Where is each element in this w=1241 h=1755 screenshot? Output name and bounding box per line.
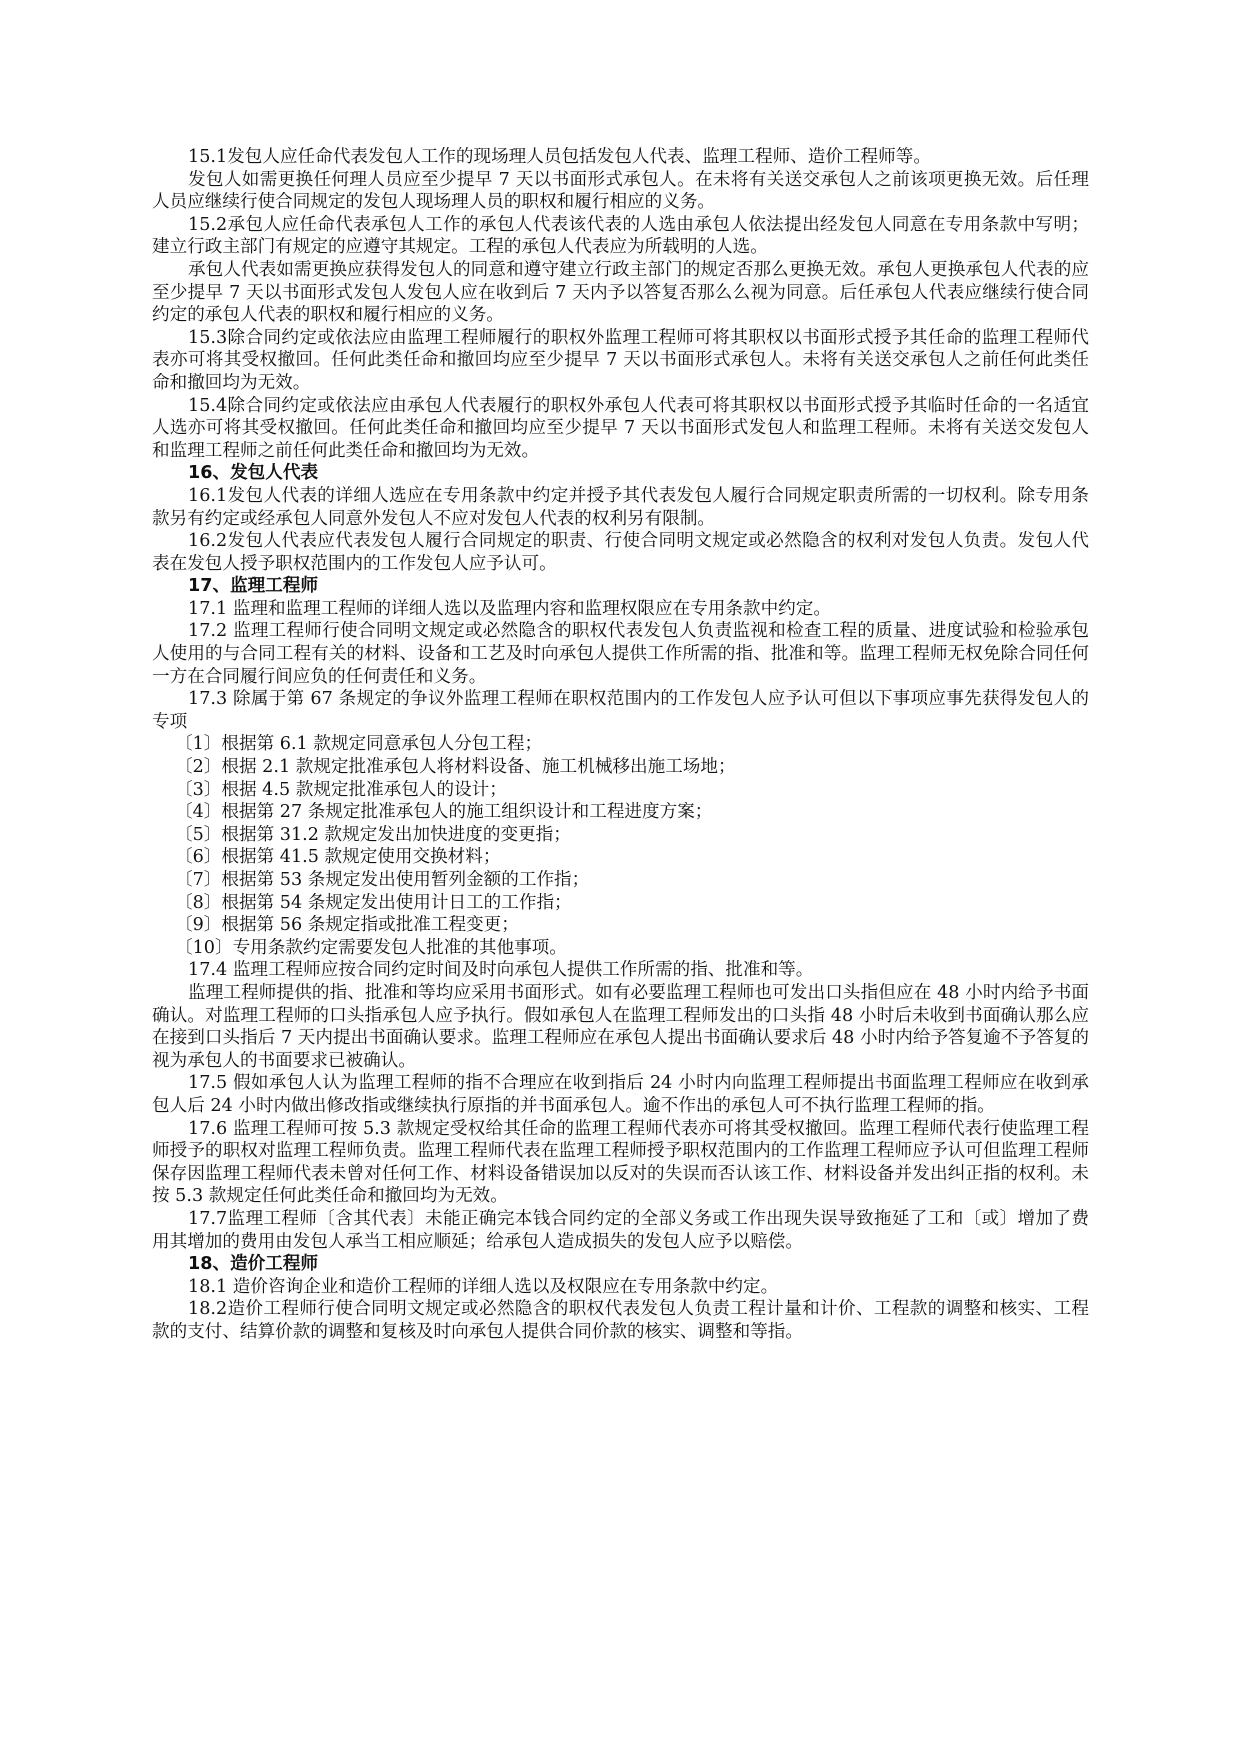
paragraph: 17.2 监理工程师行使合同明文规定或必然隐含的职权代表发包人负责监视和检查工程的质量、进度试验和检验承包人使用的与合同工程有关的材料、设备和工艺及时向承包人提供工作所需的指、批准和等。监理工程师无权免除合同任何一方在合同履行间应负的任何责任和义务。 <box>152 621 1089 687</box>
list-item: 〔5〕根据第 31.2 款规定发出加快进度的变更指； <box>175 824 571 845</box>
paragraph: 17.4 监理工程师应按合同约定时间及时向承包人提供工作所需的指、批准和等。 <box>188 960 814 981</box>
paragraph: 16.1发包人代表的详细人选应在专用条款中约定并授予其代表发包人履行合同规定职责所需的一切权利。除专用条款另有约定或经承包人同意外发包人不应对发包人代表的权利另有限制。 <box>152 485 1089 529</box>
list-item: 〔6〕根据第 41.5 款规定使用交换材料； <box>175 847 501 868</box>
paragraph: 发包人如需更换任何理人员应至少提早 7 天以书面形式承包人。在未将有关送交承包人之前该项更换无效。后任理人员应继续行使合同规定的发包人现场理人员的职权和履行相应的义务。 <box>152 169 1089 213</box>
paragraph: 15.2承包人应任命代表承包人工作的承包人代表该代表的人选由承包人依法提出经发包人同意在专用条款中写明；建立行政主部门有规定的应遵守其规定。工程的承包人代表应为所载明的人选。 <box>152 214 1089 258</box>
list-item: 〔10〕专用条款约定需要发包人批准的其他事项。 <box>175 937 567 958</box>
paragraph: 18.2造价工程师行使合同明文规定或必然隐含的职权代表发包人负责工程计量和计价、工程款的调整和核实、工程款的支付、结算价款的调整和复核及时向承包人提供合同价款的核实、调整和等指。 <box>152 1299 1089 1342</box>
list-item: 〔2〕根据 2.1 款规定批准承包人将材料设备、施工机械移出施工场地； <box>175 757 736 778</box>
section-heading: 16、发包人代表 <box>188 463 319 484</box>
list-item: 〔8〕根据第 54 条规定发出使用计日工的工作指； <box>175 892 572 913</box>
list-item: 〔3〕根据 4.5 款规定批准承包人的设计； <box>175 779 507 800</box>
list-item: 〔4〕根据第 27 条规定批准承包人的施工组织设计和工程进度方案； <box>175 802 713 823</box>
paragraph: 18.1 造价咨询企业和造价工程师的详细人选以及权限应在专用条款中约定。 <box>188 1276 779 1297</box>
list-item: 〔1〕根据第 6.1 款规定同意承包人分包工程； <box>175 734 543 755</box>
paragraph: 16.2发包人代表应代表发包人履行合同规定的职责、行使合同明文规定或必然隐含的权利对发包人负责。发包人代表在发包人授予职权范围内的工作发包人应予认可。 <box>152 531 1089 574</box>
paragraph: 17.1 监理和监理工程师的详细人选以及监理内容和监理权限应在专用条款中约定。 <box>188 598 831 619</box>
paragraph: 15.3除合同约定或依法应由监理工程师履行的职权外监理工程师可将其职权以书面形式授予其任命的监理工程师代表亦可将其受权撤回。任何此类任命和撤回均应至少提早 7 天以书面形式承包人。未将有关送交承包人之前任何此类任命和撤回均为无效。 <box>152 327 1089 393</box>
paragraph: 17.5 假如承包人认为监理工程师的指不合理应在收到指后 24 小时内向监理工程师提出书面监理工程师应在收到承包人后 24 小时内做出修改指或继续执行原指的并书面承包人。逾不作出的承包人可不执行监理工程师的指。 <box>152 1073 1089 1116</box>
paragraph: 17.7监理工程师〔含其代表〕未能正确完本钱合同约定的全部义务或工作出现失误导致拖延了工和〔或〕增加了费用其增加的费用由发包人承当工相应顺延；给承包人造成损失的发包人应予以赔偿。 <box>152 1208 1089 1252</box>
paragraph: 承包人代表如需更换应获得发包人的同意和遵守建立行政主部门的规定否那么更换无效。承包人更换承包人代表的应至少提早 7 天以书面形式发包人发包人应在收到后 7 天内予以答复否那么么视为同意。后任承包人代表应继续行使合同约定的承包人代表的职权和履行相应的义务。 <box>152 259 1089 326</box>
section-heading: 18、造价工程师 <box>188 1254 319 1275</box>
paragraph: 15.4除合同约定或依法应由承包人代表履行的职权外承包人代表可将其职权以书面形式授予其临时任命的一名适宜人选亦可将其受权撤回。任何此类任命和撤回均应至少提早 7 天以书面形式发包人和监理工程师。未将有关送交发包人和监理工程师之前任何此类任命和撤回均为无效。 <box>152 395 1089 461</box>
paragraph: 17.3 除属于第 67 条规定的争议外监理工程师在职权范围内的工作发包人应予认可但以下事项应事先获得发包人的专项 <box>152 689 1089 732</box>
section-heading: 17、监理工程师 <box>188 576 319 597</box>
paragraph: 15.1发包人应任命代表发包人工作的现场理人员包括发包人代表、监理工程师、造价工程师等。 <box>188 147 931 167</box>
paragraph: 监理工程师提供的指、批准和等均应采用书面形式。如有必要监理工程师也可发出口头指但应在 48 小时内给予书面确认。对监理工程师的口头指承包人应予执行。假如承包人在监理工程师发出的口头指 48 小时后未收到书面确认那么应在接到口头指后 7 天内提出书面确认要求。监理工程师应在承包人提出书面确认要求后 48 小时内给予答复逾不予答复的视为承包人的书面要求已被确认。 <box>152 982 1089 1071</box>
paragraph: 17.6 监理工程师可按 5.3 款规定受权给其任命的监理工程师代表亦可将其受权撤回。监理工程师代表行使监理工程师授予的职权对监理工程师负责。监理工程师代表在监理工程师授予职权范围内的工作监理工程师应予认可但监理工程师保存因监理工程师代表未曾对任何工作、材料设备错误加以反对的失误而否认该工作、材料设备并发出纠正指的权利。未按 5.3 款规定任何此类任命和撤回均为无效。 <box>152 1118 1089 1207</box>
list-item: 〔9〕根据第 56 条规定指或批准工程变更； <box>175 915 519 936</box>
document-page <box>152 146 1089 1343</box>
list-item: 〔7〕根据第 53 条规定发出使用暂列金额的工作指； <box>175 870 590 890</box>
